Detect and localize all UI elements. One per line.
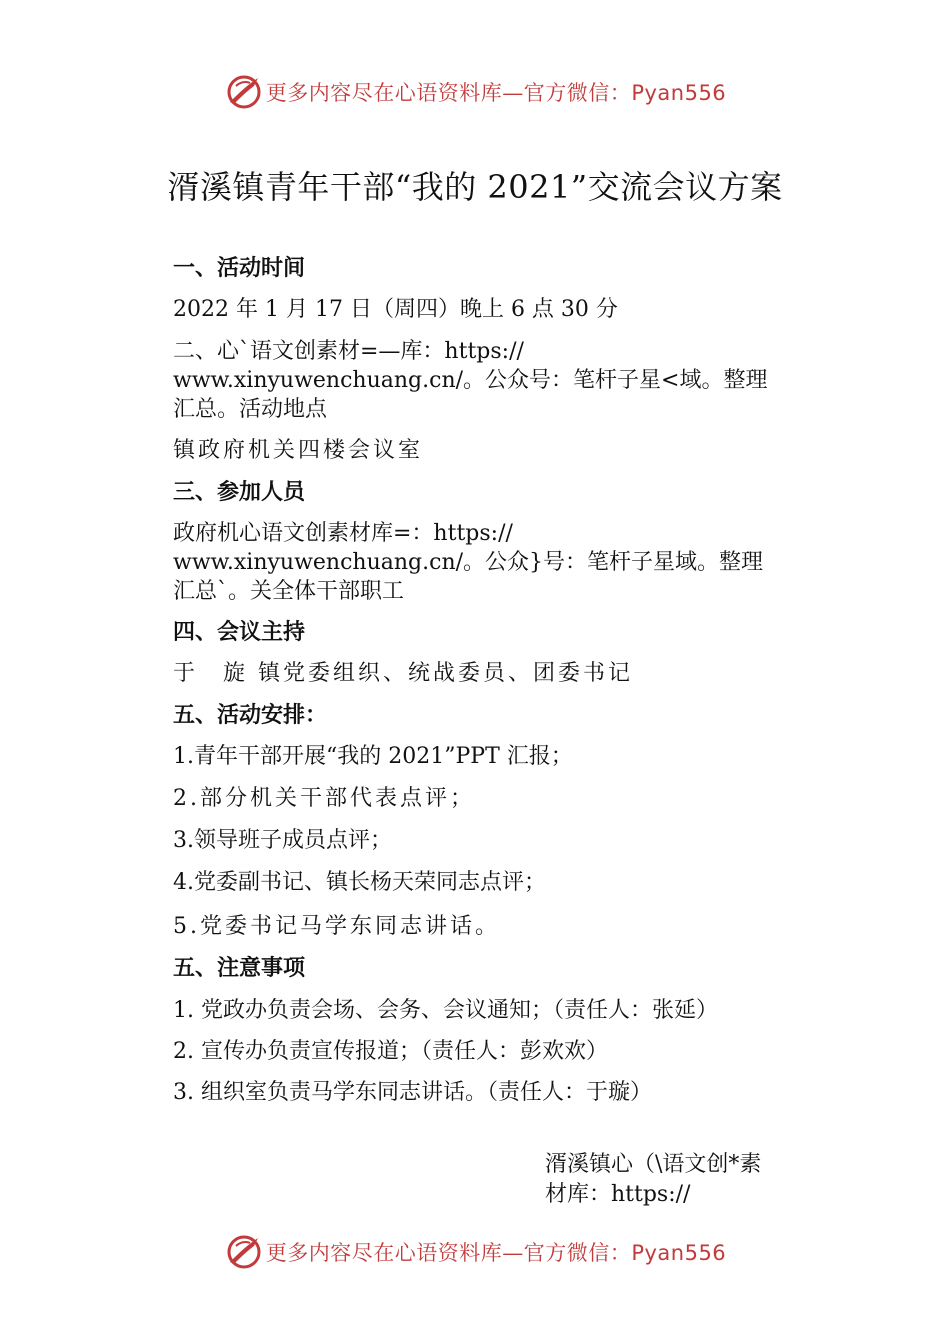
notes-item: 1. 党政办负责会场、会务、会议通知；（责任人：张延） <box>173 998 718 1023</box>
watermark-text: 更多内容尽在心语资料库—官方微信： <box>265 81 632 105</box>
section-heading-time: 一、活动时间 <box>173 256 306 281</box>
host-text: 于 旋 镇党委组织、统战委员、团委书记 <box>173 661 633 686</box>
watermark-wechat: Pyan556 <box>631 81 727 105</box>
notes-item: 3. 组织室负责马学东同志讲话。（责任人：于璇） <box>173 1080 652 1105</box>
agenda-item: 4.党委副书记、镇长杨天荣同志点评； <box>173 870 546 895</box>
place-line: 汇总。活动地点 <box>173 397 328 422</box>
watermark-wechat: Pyan556 <box>631 1241 727 1265</box>
participants-line: 汇总`。关全体干部职工 <box>173 579 405 604</box>
signature-line: 材库：https:// <box>545 1182 691 1207</box>
watermark-banner-top <box>0 72 950 112</box>
section-heading-participants: 三、参加人员 <box>173 480 306 505</box>
agenda-item: 3.领导班子成员点评； <box>173 828 392 853</box>
watermark-text: 更多内容尽在心语资料库—官方微信： <box>265 1241 632 1265</box>
watermark-banner-bottom <box>0 1232 950 1272</box>
agenda-item: 5.党委书记马学东同志讲话。 <box>173 914 500 939</box>
pen-logo-icon <box>224 72 264 112</box>
document-title: 湑溪镇青年干部“我的 2021”交流会议方案 <box>167 168 783 206</box>
place-line: 二、心`语文创素材=—库：https:// <box>173 339 524 364</box>
section-heading-agenda: 五、活动安排： <box>173 703 328 728</box>
signature-line: 湑溪镇心（\语文创*素 <box>545 1152 762 1177</box>
place-line: www.xinyuwenchuang.cn/。公众号：笔杆子星<域。整理 <box>173 368 768 393</box>
agenda-item: 2.部分机关干部代表点评； <box>173 786 475 811</box>
agenda-item: 1.青年干部开展“我的 2021”PPT 汇报； <box>173 744 573 769</box>
notes-item: 2. 宣传办负责宣传报道；（责任人：彭欢欢） <box>173 1039 608 1064</box>
section-heading-notes: 五、注意事项 <box>173 956 306 981</box>
participants-line: www.xinyuwenchuang.cn/。公众}号：笔杆子星域。整理 <box>173 550 764 575</box>
section-heading-host: 四、会议主持 <box>173 620 306 645</box>
pen-logo-icon <box>224 1232 264 1272</box>
place-text: 镇政府机关四楼会议室 <box>173 438 424 463</box>
participants-line: 政府机心语文创素材库=：https:// <box>173 521 513 546</box>
time-text: 2022 年 1 月 17 日（周四）晚上 6 点 30 分 <box>173 297 618 322</box>
